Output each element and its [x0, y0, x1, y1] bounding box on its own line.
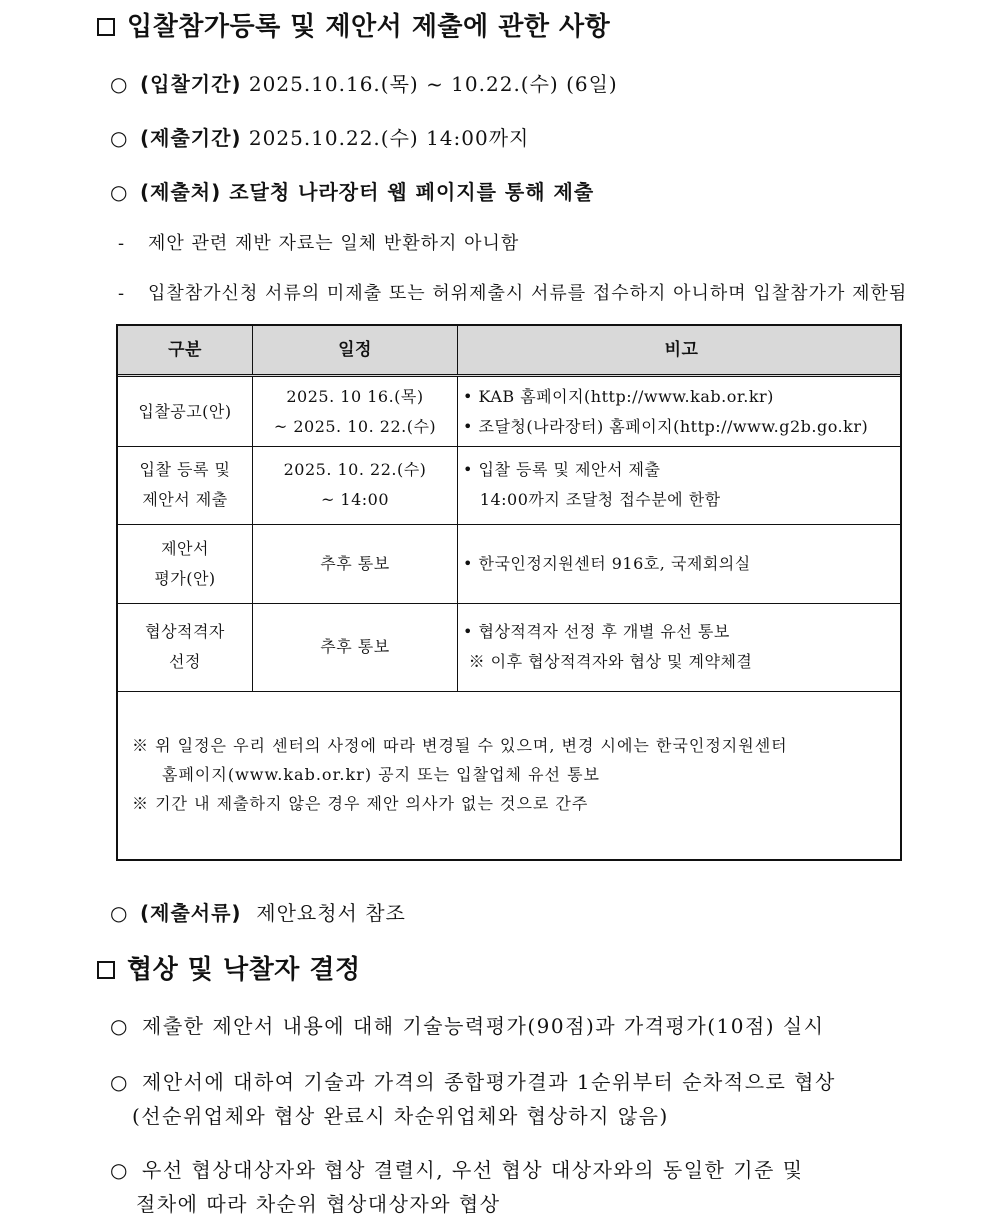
table-row: 협상적격자 선정 추후 통보 • 협상적격자 선정 후 개별 유선 통보 ※ 이후 협상적격자와 협상 및 계약체결	[118, 603, 900, 692]
table-header-row	[118, 326, 900, 377]
table-footnote-row	[118, 691, 900, 859]
item-negotiation-order: ○ 제안서에 대하여 기술과 가격의 종합평가결과 1순위부터 순차적으로 협상 (선순위업체와 협상 완료시 차순위업체와 협상하지 않음)	[110, 1065, 836, 1133]
schedule-table	[116, 324, 902, 861]
checkbox-square-icon	[97, 18, 115, 36]
note-no-return: - 제안 관련 제반 자료는 일체 반환하지 아니함	[118, 233, 520, 254]
item-evaluation: ○ 제출한 제안서 내용에 대해 기술능력평가(90점)과 가격평가(10점) 실시	[110, 1014, 825, 1038]
circle-bullet-icon: ○	[110, 1070, 129, 1094]
circle-bullet-icon: ○	[110, 1158, 129, 1182]
circle-bullet-icon: ○	[110, 1014, 129, 1038]
item-submission-documents: ○ (제출서류) 제안요청서 참조	[110, 901, 406, 925]
item-submission-period: ○ (제출기간) 2025.10.22.(수) 14:00까지	[110, 126, 530, 150]
header-category: 구분	[168, 340, 202, 360]
circle-bullet-icon: ○	[110, 180, 129, 204]
note-restriction: - 입찰참가신청 서류의 미제출 또는 허위제출시 서류를 접수하지 아니하며 입찰참가가 제한됨	[118, 283, 908, 304]
circle-bullet-icon: ○	[110, 901, 129, 925]
table-row: 입찰공고(안) 2025. 10 16.(목) ~ 2025. 10. 22.(수) • KAB 홈페이지(http://www.kab.or.kr) • 조달청(나라장터) 홈페이지(http://www.g2b.go.kr)	[118, 377, 900, 447]
circle-bullet-icon: ○	[110, 126, 129, 150]
checkbox-square-icon	[97, 961, 115, 979]
item-negotiation-failure: ○ 우선 협상대상자와 협상 결렬시, 우선 협상 대상자와의 동일한 기준 및 절차에 따라 차순위 협상대상자와 협상	[110, 1153, 804, 1221]
section-heading-bid-registration: 입찰참가등록 및 제안서 제출에 관한 사항	[97, 6, 610, 43]
item-submission-place: ○ (제출처) 조달청 나라장터 웹 페이지를 통해 제출	[110, 180, 595, 204]
header-schedule: 일정	[252, 326, 457, 374]
header-remarks: 비고	[457, 326, 900, 374]
schedule-change-note: ※ 위 일정은 우리 센터의 사정에 따라 변경될 수 있으며, 변경 시에는 한국인정지원센터 홈페이지(www.kab.or.kr) 공지 또는 입찰업체 유선 통보 ※ 기간 내 제출하지 않은 경우 제안 의사가 없는 것으로 간주	[132, 736, 788, 813]
table-row: 제안서 평가(안) 추후 통보 • 한국인정지원센터 916호, 국제회의실	[118, 524, 900, 604]
section-heading-negotiation: 협상 및 낙찰자 결정	[97, 949, 361, 986]
item-bid-period: ○ (입찰기간) 2025.10.16.(목) ~ 10.22.(수) (6일)	[110, 72, 618, 96]
table-row: 입찰 등록 및 제안서 제출 2025. 10. 22.(수) ~ 14:00 • 입찰 등록 및 제안서 제출 14:00까지 조달청 접수분에 한함	[118, 446, 900, 525]
circle-bullet-icon: ○	[110, 72, 129, 96]
